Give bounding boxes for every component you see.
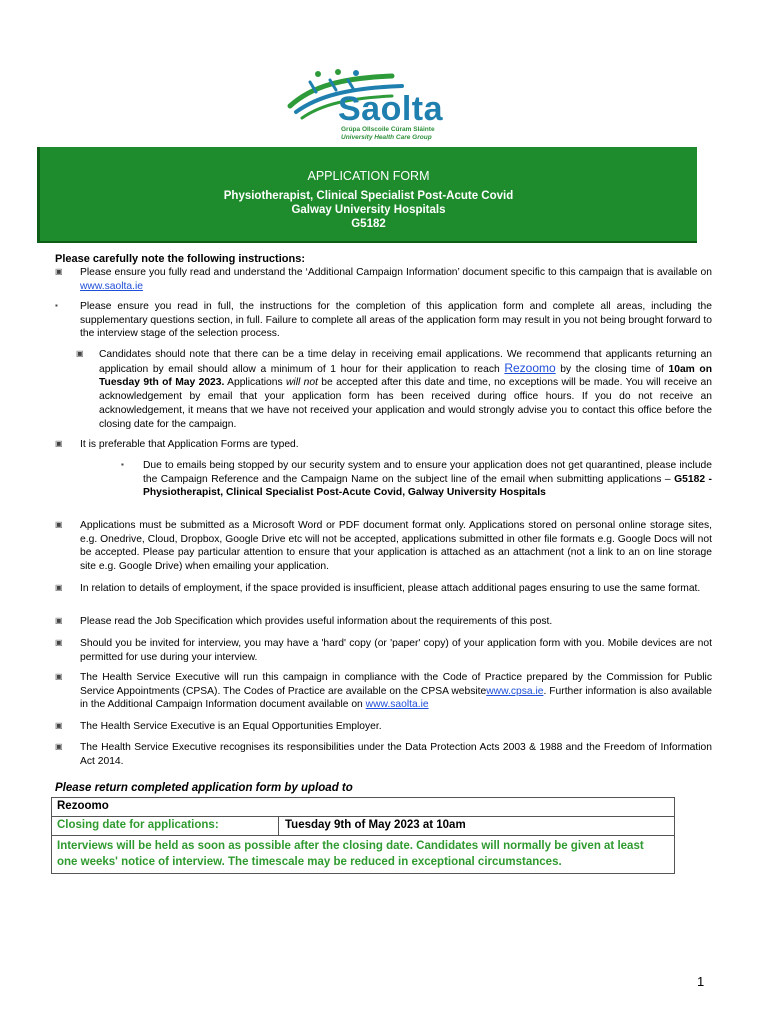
rezoomo-link[interactable]: Rezoomo xyxy=(504,360,556,375)
instruction-2: Please ensure you read in full, the instructions for the completion of this application form and complete all areas, including the supplementary questions section, in full. Failure to complete all areas of the application form may result in you not being brought forward to the interview stage of the selection process. xyxy=(80,301,712,340)
instruction-10-mid: . Further information is also available in the Additional Campaign Information document available on xyxy=(80,685,712,711)
instruction-7: In relation to details of employment, if the space provided is insufficient, please attach additional pages ensuring to use the same format. xyxy=(80,583,701,594)
bullet-icon: ▪ xyxy=(55,301,58,310)
logo-subtitle-english: University Health Care Group xyxy=(341,134,432,141)
instruction-5 xyxy=(143,459,712,500)
return-table xyxy=(51,797,675,874)
instruction-8: Please read the Job Specification which provides useful information about the requirements of this post. xyxy=(80,616,553,627)
hospital-name: Galway University Hospitals xyxy=(291,204,446,216)
bullet-icon: ▣ xyxy=(55,583,63,592)
logo-subtitle-irish: Grúpa Ollscoile Cúram Sláinte xyxy=(341,126,435,133)
logo-name: Saolta xyxy=(338,90,444,128)
instruction-4: It is preferable that Application Forms are typed. xyxy=(80,439,299,450)
closing-time-bold: 10am on Tuesday 9th of May 2023. xyxy=(99,363,713,389)
bullet-icon: ▣ xyxy=(55,616,63,625)
interview-note: Interviews will be held as soon as possible after the closing date. Candidates will normally be given at least one weeks' notice of interview. The timescale may be reduced in exceptional circumstances. xyxy=(57,840,644,868)
page-number: 1 xyxy=(697,974,705,989)
bullet-icon: ▣ xyxy=(76,349,84,358)
instructions-heading: Please carefully note the following instructions: xyxy=(55,253,305,265)
instruction-3 xyxy=(99,348,712,431)
bullet-icon: ▣ xyxy=(55,672,63,681)
closing-date-label: Closing date for applications: xyxy=(57,819,219,831)
instruction-6: Applications must be submitted as a Microsoft Word or PDF document format only. Applications stored on personal online storage sites, e.g. Onedrive, Cloud, Dropbox, Google Drive etc will not be accepted, applications submitted in other file formats e.g. Google Docs will not be accepted. Please pay particular attention to ensure that your application is attached as an attachment (not a link to an on line storage site e.g. Google Drive) when emailing your application. xyxy=(80,520,712,573)
instruction-3-pre: Candidates should note that there can be a time delay in receiving email applications. We recommend that applicants returning an application by email should allow a minimum of 1 hour for their application to reach xyxy=(99,349,712,375)
saolta-link[interactable]: www.saolta.ie xyxy=(80,280,143,292)
bullet-icon: ▣ xyxy=(55,267,63,276)
form-title: APPLICATION FORM xyxy=(307,169,430,183)
instruction-1-text: Please ensure you fully read and understand the ‘Additional Campaign Information’ document specific to this campaign that is available on xyxy=(80,267,712,278)
table-row xyxy=(52,817,674,836)
saolta-link-2[interactable]: www.saolta.ie xyxy=(365,699,429,711)
bullet-icon: ▣ xyxy=(55,439,63,448)
return-heading: Please return completed application form by upload to xyxy=(55,782,353,794)
instruction-12: The Health Service Executive recognises its responsibilities under the Data Protection Acts 2003 & 1988 and the Freedom of Information Act 2014. xyxy=(80,742,712,767)
instruction-5-text: Due to emails being stopped by our security system and to ensure your application does not get quarantined, please include the Campaign Reference and the Campaign Name on the subject line of the email when submitting applications – xyxy=(143,460,712,485)
instruction-11: The Health Service Executive is an Equal Opportunities Employer. xyxy=(80,721,382,732)
bullet-icon: ▣ xyxy=(55,520,63,529)
instruction-3-mid: by the closing time of xyxy=(555,363,669,375)
cell-divider xyxy=(278,817,279,835)
upload-via: Rezoomo xyxy=(57,800,109,812)
title-banner xyxy=(37,147,697,243)
closing-date-value: Tuesday 9th of May 2023 at 10am xyxy=(285,819,466,831)
instruction-1 xyxy=(80,266,712,293)
instruction-9: Should you be invited for interview, you may have a 'hard' copy (or 'paper' copy) of your application form with you. Mobile devices are not permitted for use during your interview. xyxy=(80,638,712,663)
bullet-icon: ▣ xyxy=(55,742,63,751)
instruction-10-pre: The Health Service Executive will run this campaign in compliance with the Code of Practice prepared by the Commission for Public Service Appointments (CPSA). The Codes of Practice are available on the CPSA website xyxy=(80,672,712,697)
bullet-icon: ▪ xyxy=(121,460,124,469)
cpsa-link[interactable]: www.cpsa.ie xyxy=(486,685,544,697)
will-not-italic: will not xyxy=(285,377,318,389)
campaign-code: G5182 xyxy=(351,218,386,230)
campaign-subject-bold: G5182 - Physiotherapist, Clinical Specialist Post-Acute Covid, Galway University Hospitals xyxy=(143,473,712,499)
position-title: Physiotherapist, Clinical Specialist Post-Acute Covid xyxy=(223,190,514,202)
instruction-3-post: be accepted after this date and time, no exceptions will be made. You will receive an acknowledgement by email that your application form has been received during office hours. If you do not receive an acknowledgement, it means that we have not received your application and would strongly advise you to contact this office before the closing date for the campaign. xyxy=(99,377,712,430)
table-row xyxy=(52,798,674,817)
bullet-icon: ▣ xyxy=(55,638,63,647)
instruction-10 xyxy=(80,671,712,712)
bullet-icon: ▣ xyxy=(55,721,63,730)
instruction-3-mid2: Applications xyxy=(224,377,286,389)
